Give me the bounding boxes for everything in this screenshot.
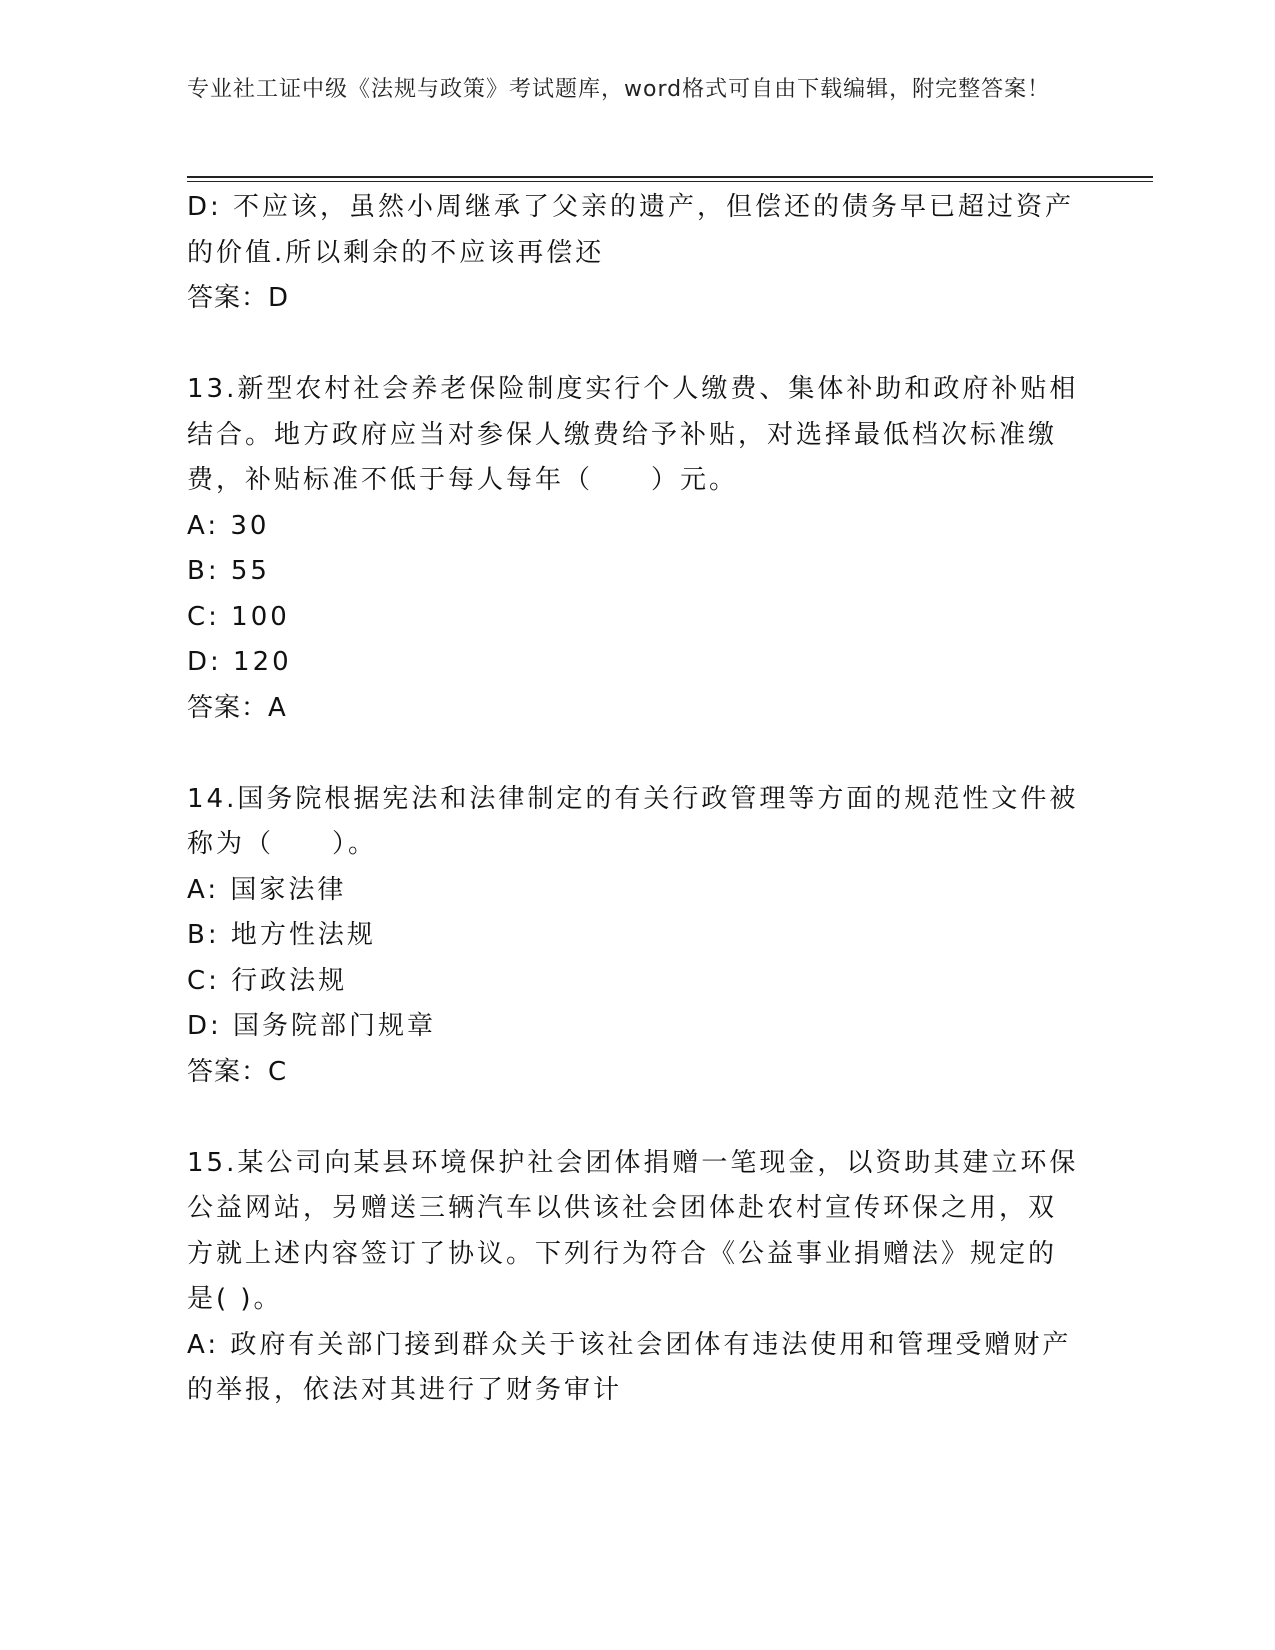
q14-option-b: B: 地方性法规: [187, 920, 376, 950]
header-rule-thin: [187, 181, 1153, 182]
q15-option-a-line2: 的举报，依法对其进行了财务审计: [187, 1375, 623, 1405]
q13-option-c: C: 100: [187, 601, 290, 632]
prev-answer: 答案：D: [187, 283, 290, 313]
q14-line2: 称为（ ）。: [187, 829, 378, 859]
q14-line1: 14.国务院根据宪法和法律制定的有关行政管理等方面的规范性文件被: [187, 783, 1079, 814]
question-content: [187, 185, 1087, 1414]
q13-option-a: A: 30: [187, 510, 270, 541]
q15-line3: 方就上述内容签订了协议。下列行为符合《公益事业捐赠法》规定的: [187, 1238, 1058, 1269]
header-rule-thick: [187, 176, 1153, 178]
q13-answer: 答案：A: [187, 692, 287, 723]
q14-option-d: D: 国务院部门规章: [187, 1011, 437, 1041]
q13-line3: 费，补贴标准不低于每人每年（ ）元。: [187, 465, 739, 495]
q14-answer: 答案：C: [187, 1056, 288, 1087]
q15-option-a-line1: A: 政府有关部门接到群众关于该社会团体有违法使用和管理受赠财产: [187, 1329, 1072, 1360]
prev-option-d-line2: 的价值.所以剩余的不应该再偿还: [187, 237, 605, 268]
q14-option-a: A: 国家法律: [187, 874, 347, 905]
q13-option-b: B: 55: [187, 556, 270, 586]
q13-line2: 结合。地方政府应当对参保人缴费给予补贴，对选择最低档次标准缴: [187, 419, 1058, 450]
q15-line1: 15.某公司向某县环境保护社会团体捐赠一笔现金，以资助其建立环保: [187, 1147, 1079, 1178]
q13-option-d: D: 120: [187, 647, 292, 677]
q14-option-c: C: 行政法规: [187, 965, 348, 996]
q15-line2: 公益网站，另赠送三辆汽车以供该社会团体赴农村宣传环保之用，双: [187, 1193, 1058, 1223]
page-header: 专业社工证中级《法规与政策》考试题库，word格式可自由下载编辑，附完整答案！: [187, 77, 1051, 102]
q15-line4: 是( )。: [187, 1284, 283, 1314]
prev-option-d-line1: D: 不应该，虽然小周继承了父亲的遗产，但偿还的债务早已超过资产: [187, 192, 1075, 222]
q13-line1: 13.新型农村社会养老保险制度实行个人缴费、集体补助和政府补贴相: [187, 374, 1079, 404]
